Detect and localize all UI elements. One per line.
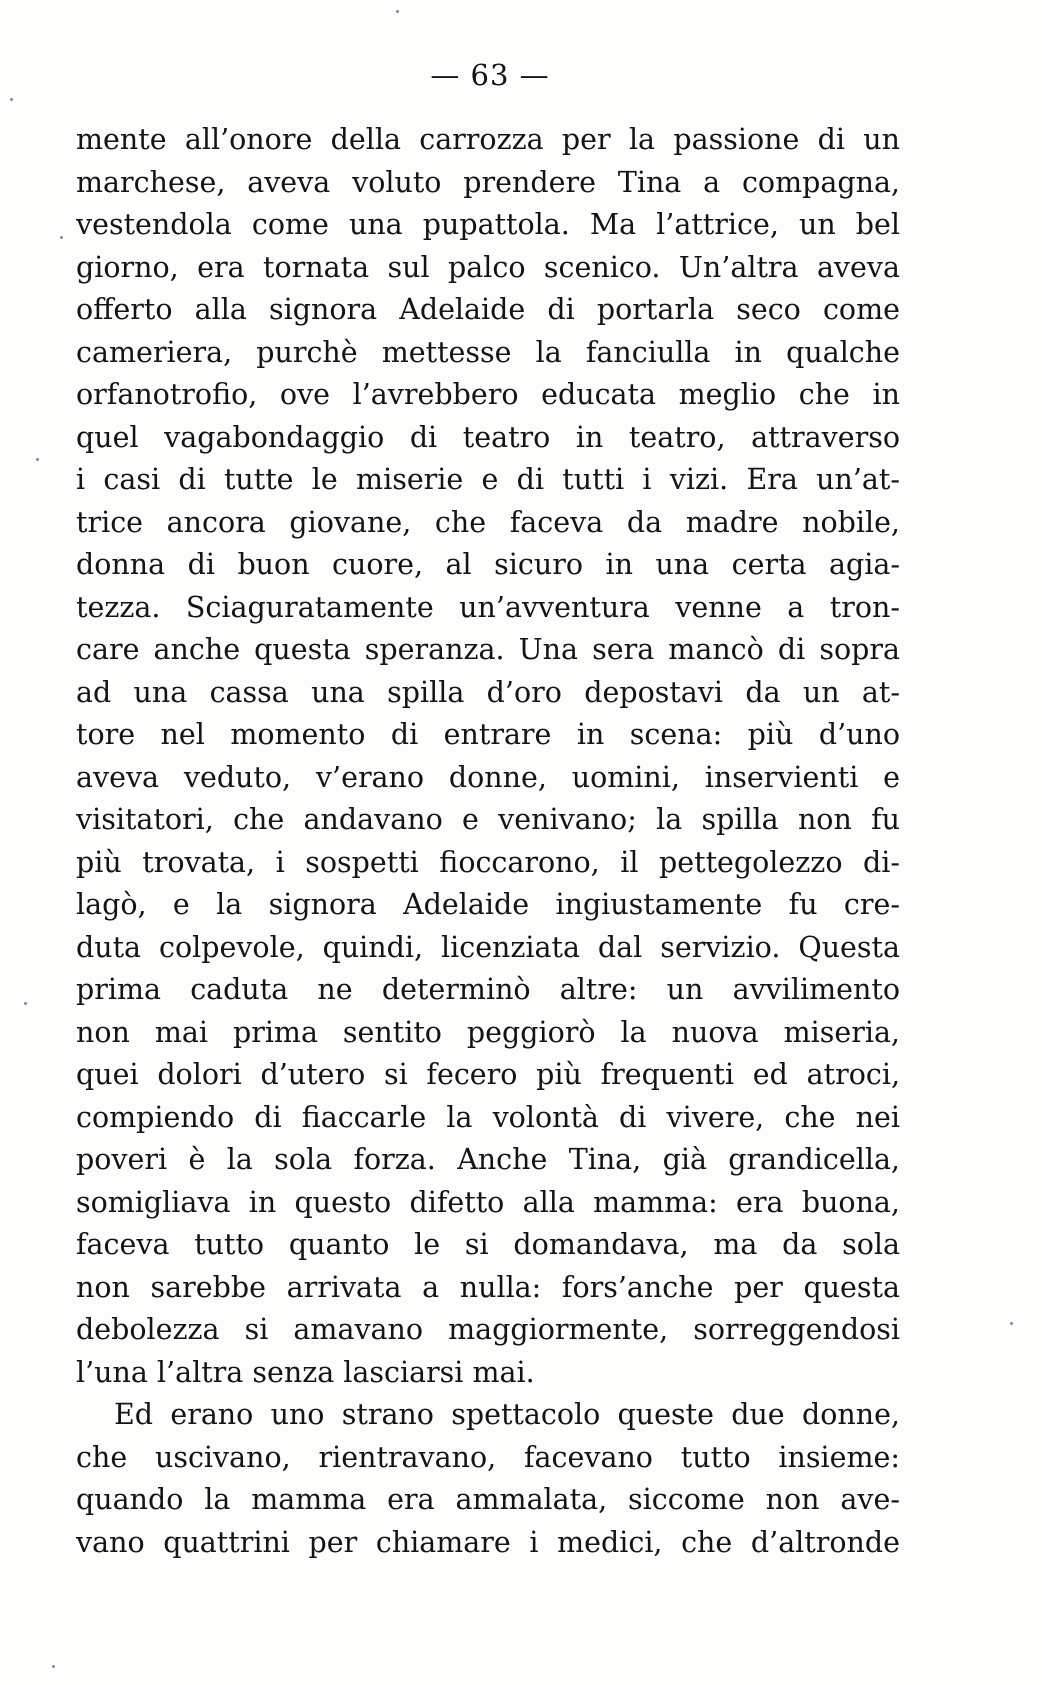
text-line: duta colpevole, quindi, licenziata dal servizio. Questa (76, 930, 900, 964)
text-line: somigliava in questo difetto alla mamma: era buona, (76, 1185, 900, 1219)
text-line: quando la mamma era ammalata, siccome non ave- (76, 1483, 900, 1516)
scan-speck (52, 1665, 55, 1668)
body-text (76, 119, 900, 1564)
text-line: i casi di tutte le miserie e di tutti i vizi. Era un’at- (76, 463, 900, 496)
scan-speck (10, 98, 13, 101)
text-line: donna di buon cuore, al sicuro in una certa agia- (76, 548, 900, 581)
scan-speck (24, 1002, 27, 1005)
text-line: non mai prima sentito peggiorò la nuova miseria, (76, 1015, 900, 1049)
text-line: vestendola come una pupattola. Ma l’attrice, un bel (76, 208, 900, 241)
scan-speck (1010, 1322, 1013, 1325)
text-line: quel vagabondaggio di teatro in teatro, attraverso (76, 420, 900, 454)
text-line: compiendo di fiaccarle la volontà di vivere, che nei (76, 1100, 900, 1134)
text-line: offerto alla signora Adelaide di portarla seco come (76, 293, 900, 326)
text-line: vano quattrini per chiamare i medici, che d’altronde (76, 1525, 900, 1559)
text-line: giorno, era tornata sul palco scenico. Un’altra aveva (76, 250, 900, 284)
text-line: visitatori, che andavano e venivano; la spilla non fu (76, 803, 900, 836)
text-line: faceva tutto quanto le si domandava, ma da sola (76, 1228, 900, 1261)
text-line: tezza. Sciaguratamente un’avventura venne a tron- (76, 590, 900, 624)
text-line: trice ancora giovane, che faceva da madre nobile, (76, 505, 900, 539)
scan-speck (36, 458, 39, 461)
text-line: aveva veduto, v’erano donne, uomini, inservienti e (76, 760, 900, 794)
text-line: quei dolori d’utero si fecero più frequenti ed atroci, (76, 1058, 900, 1091)
text-line: cameriera, purchè mettesse la fanciulla in qualche (76, 335, 900, 369)
scan-speck (396, 10, 399, 13)
text-line: tore nel momento di entrare in scena: più d’uno (76, 718, 900, 751)
page-number: — 63 — (430, 58, 550, 92)
text-line: poveri è la sola forza. Anche Tina, già grandicella, (76, 1143, 900, 1176)
text-line: marchese, aveva voluto prendere Tina a compagna, (76, 165, 900, 199)
paragraph-1 (76, 119, 900, 1394)
text-line: Ed erano uno strano spettacolo queste due donne, (114, 1398, 900, 1431)
text-line: ad una cassa una spilla d’oro depostavi da un at- (76, 675, 900, 709)
scan-speck (60, 236, 63, 239)
text-line: lagò, e la signora Adelaide ingiustamente fu cre- (76, 888, 900, 921)
text-line: mente all’onore della carrozza per la passione di un (76, 123, 900, 156)
text-line: non sarebbe arrivata a nulla: fors’anche per questa (76, 1270, 900, 1304)
paragraph-2 (76, 1394, 900, 1564)
text-line: l’una l’altra senza lasciarsi mai. (76, 1355, 535, 1389)
text-line: debolezza si amavano maggiormente, sorreggendosi (76, 1313, 900, 1346)
text-line: prima caduta ne determinò altre: un avvilimento (76, 973, 900, 1006)
text-line: care anche questa speranza. Una sera mancò di sopra (76, 633, 900, 666)
text-line: orfanotrofio, ove l’avrebbero educata meglio che in (76, 378, 900, 411)
text-line: che uscivano, rientravano, facevano tutto insieme: (76, 1440, 900, 1474)
text-line: più trovata, i sospetti fioccarono, il pettegolezzo di- (76, 845, 900, 879)
